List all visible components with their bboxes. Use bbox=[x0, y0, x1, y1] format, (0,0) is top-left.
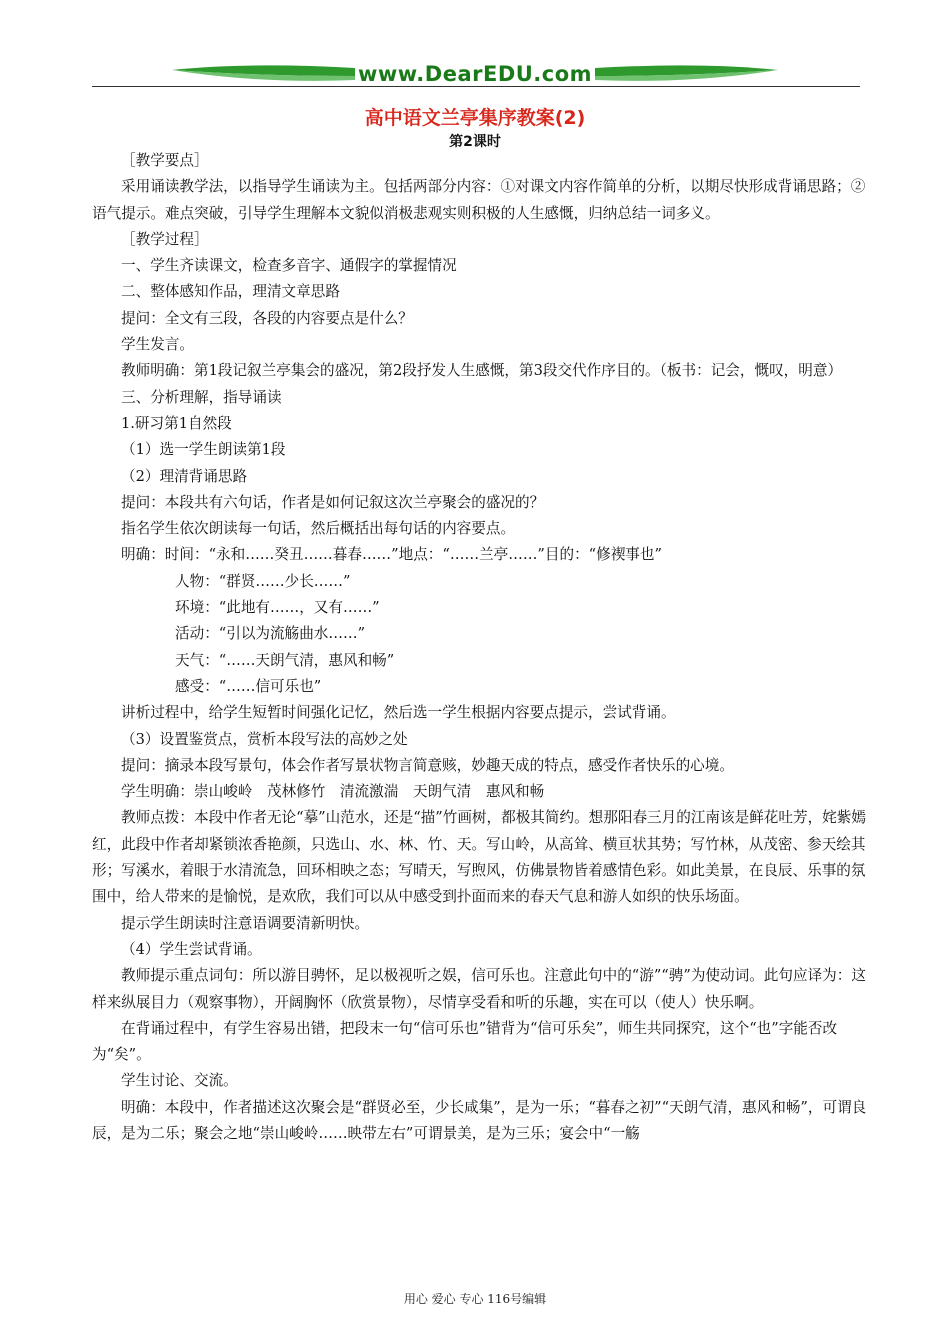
document-subtitle: 第2课时 bbox=[449, 134, 501, 150]
paragraph: 明确：时间：“永和……癸丑……暮春……”地点：“……兰亭……”目的：“修禊事也” bbox=[121, 546, 662, 564]
paragraph: （3）设置鉴赏点，赏析本段写法的高妙之处 bbox=[121, 730, 408, 748]
paragraph: 环境：“此地有……，又有……” bbox=[175, 599, 380, 617]
paragraph: 提问：本段共有六句话，作者是如何记叙这次兰亭聚会的盛况的？ bbox=[121, 493, 545, 511]
paragraph: 1.研习第1自然段 bbox=[121, 414, 232, 432]
paragraph: ［教学要点］ bbox=[121, 152, 209, 169]
paragraph: （1）选一学生朗读第1段 bbox=[121, 441, 286, 459]
paragraph: 一、学生齐读课文，检查多音字、通假字的掌握情况 bbox=[121, 257, 457, 275]
paragraph: 提问：全文有三段，各段的内容要点是什么？ bbox=[121, 309, 413, 327]
paragraph: 明确：本段中，作者描述这次聚会是“群贤必至，少长咸集”，是为一乐；“暮春之初”“天朗气清，惠风和畅”，可谓良辰，是为二乐；聚会之地“崇山峻岭……映带左右”可谓景美，是为三乐；宴会中“一觞 bbox=[92, 1098, 867, 1142]
paragraph: 人物：“群贤……少长……” bbox=[175, 572, 351, 590]
paragraph: 教师提示重点词句：所以游目骋怀，足以极视听之娱，信可乐也。注意此句中的“游”“骋”为使动词。此句应译为：这样来纵展目力（观察事物），开阔胸怀（欣赏景物），尽情享受看和听的乐趣，实在可以（使人）快乐啊。 bbox=[92, 967, 866, 1011]
paragraph: 在背诵过程中，有学生容易出错，把段末一句“信可乐也”错背为“信可乐矣”，师生共同探究，这个“也”字能否改为“矣”。 bbox=[92, 1019, 838, 1064]
paragraph: 二、整体感知作品，理清文章思路 bbox=[121, 283, 340, 301]
site-logo-banner bbox=[170, 58, 780, 94]
paragraph: 感受：“……信可乐也” bbox=[175, 677, 322, 695]
page-footer: 用心 爱心 专心 116号编辑 bbox=[403, 1292, 547, 1306]
paragraph: （4）学生尝试背诵。 bbox=[121, 940, 262, 958]
paragraph: 教师点拨：本段中作者无论“摹”山范水，还是“描”竹画树，都极其简约。想那阳春三月的江南该是鲜花吐芳，姹紫嫣红，此段中作者却紧锁浓香艳颜，只选山、水、林、竹、天。写山岭，从高耸、横亘状其势；写竹林，从茂密、参天绘其形；写溪水，着眼于水清流急，回环相映之态；写晴天，写煦风，仿佛景物皆着感情色彩。如此美景，在良辰、乐事的氛围中，给人带来的是愉悦，是欢欣，我们可以从中感受到扑面而来的春天气息和游人如织的快乐场面。 bbox=[92, 809, 866, 906]
paragraph: 讲析过程中，给学生短暂时间强化记忆，然后选一学生根据内容要点提示，尝试背诵。 bbox=[121, 704, 676, 722]
paragraph: 教师明确：第1段记叙兰亭集会的盛况，第2段抒发人生感慨，第3段交代作序目的。（板书：记会，慨叹，明意） bbox=[121, 362, 843, 380]
paragraph: （2）理清背诵思路 bbox=[121, 467, 248, 485]
paragraph: 三、分析理解，指导诵读 bbox=[121, 388, 282, 406]
paragraph: 采用诵读教学法，以指导学生诵读为主。包括两部分内容：①对课文内容作简单的分析，以期尽快形成背诵思路；②语气提示。难点突破，引导学生理解本文貌似消极悲观实则积极的人生感慨，归纳总结一词多义。 bbox=[92, 178, 866, 222]
document-title: 高中语文兰亭集序教案(2) bbox=[364, 107, 586, 129]
paragraph: ［教学过程］ bbox=[121, 230, 209, 248]
paragraph: 学生明确：崇山峻岭 茂林修竹 清流激湍 天朗气清 惠风和畅 bbox=[121, 783, 545, 801]
logo-text: www.DearEDU.com bbox=[357, 62, 593, 86]
paragraph: 指名学生依次朗读每一句话，然后概括出每句话的内容要点。 bbox=[121, 520, 516, 538]
document-body bbox=[92, 148, 870, 1147]
paragraph: 活动：“引以为流觞曲水……” bbox=[175, 625, 366, 643]
paragraph: 提示学生朗读时注意语调要清新明快。 bbox=[121, 914, 370, 932]
paragraph: 学生发言。 bbox=[121, 336, 194, 354]
paragraph: 学生讨论、交流。 bbox=[121, 1072, 238, 1090]
paragraph: 天气：“……天朗气清，惠风和畅” bbox=[175, 651, 395, 669]
paragraph: 提问：摘录本段写景句，体会作者写景状物言简意赅，妙趣天成的特点，感受作者快乐的心境。 bbox=[121, 756, 734, 774]
